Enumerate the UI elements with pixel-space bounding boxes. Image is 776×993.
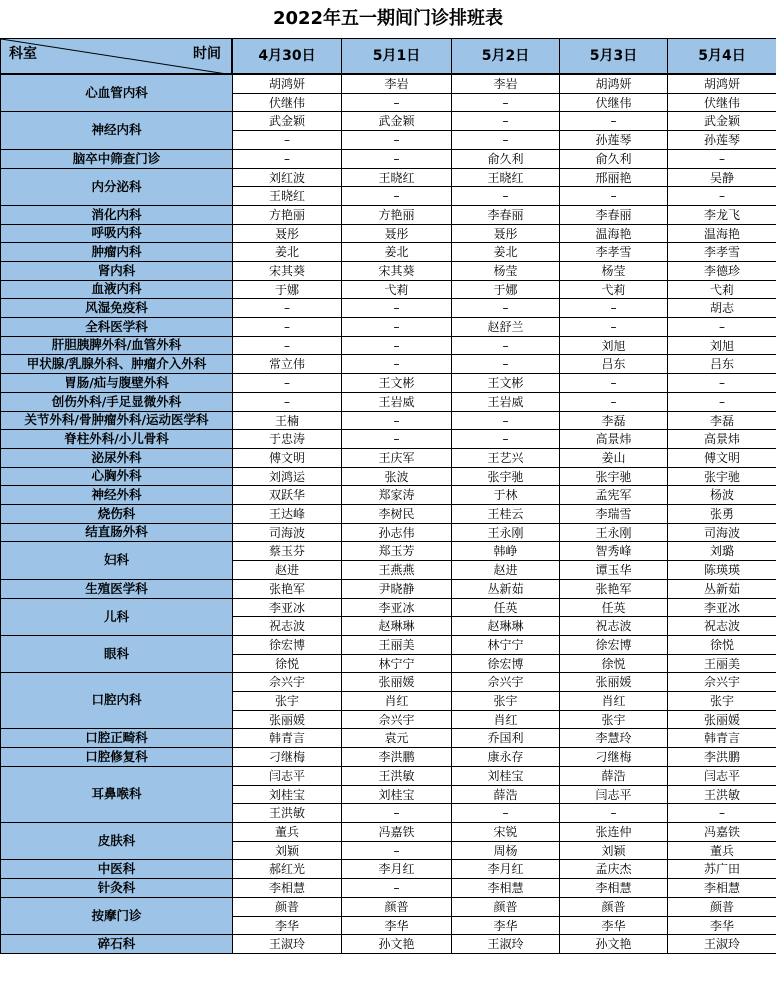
- schedule-cell: 聂彤: [451, 224, 560, 243]
- page-title: 2022年五一期间门诊排班表: [272, 8, 504, 29]
- schedule-cell: 李孝雪: [559, 242, 668, 262]
- schedule-cell: 徐悦: [559, 654, 668, 673]
- schedule-cell: 颜普: [559, 897, 668, 917]
- schedule-cell: 祝志波: [667, 616, 776, 636]
- schedule-cell: –: [341, 149, 452, 169]
- schedule-cell: 傅文明: [667, 448, 776, 468]
- schedule-cell: 颜普: [667, 897, 776, 917]
- schedule-cell: 丛新茹: [667, 579, 776, 599]
- schedule-cell: 张宇: [232, 691, 342, 711]
- schedule-cell: 袁元: [341, 728, 452, 748]
- schedule-cell: 王桂云: [451, 504, 560, 524]
- schedule-cell: 李春丽: [451, 205, 560, 225]
- schedule-cell: –: [341, 93, 452, 112]
- schedule-cell: 赵进: [232, 560, 342, 580]
- schedule-cell: 徐悦: [667, 635, 776, 655]
- schedule-cell: 康永存: [451, 747, 560, 767]
- schedule-cell: 刘颖: [232, 841, 342, 860]
- schedule-cell: 王淑玲: [232, 934, 342, 954]
- schedule-cell: 王晓红: [341, 168, 452, 187]
- schedule-cell: 王艺兴: [451, 448, 560, 468]
- schedule-cell: 孙文艳: [341, 934, 452, 954]
- schedule-cell: 李相慧: [667, 878, 776, 898]
- schedule-cell: 佘兴宇: [341, 710, 452, 729]
- schedule-cell: 林宁宁: [451, 635, 560, 655]
- schedule-cell: –: [451, 803, 560, 823]
- schedule-cell: 李相慧: [559, 878, 668, 898]
- schedule-cell: 刘红波: [232, 168, 342, 187]
- schedule-cell: 伏继伟: [232, 93, 342, 112]
- schedule-cell: 董兵: [667, 841, 776, 860]
- schedule-cell: 任英: [559, 598, 668, 617]
- schedule-cell: 颜普: [232, 897, 342, 917]
- schedule-cell: 闫志平: [559, 785, 668, 804]
- schedule-cell: 丛新茹: [451, 579, 560, 599]
- schedule-cell: –: [232, 336, 342, 355]
- department-name: 泌尿外科: [0, 448, 233, 468]
- department-name: 生殖医学科: [0, 579, 233, 599]
- schedule-cell: –: [232, 392, 342, 412]
- department-name: 口腔内科: [0, 672, 233, 729]
- schedule-cell: 李月红: [451, 859, 560, 879]
- schedule-cell: –: [451, 130, 560, 150]
- department-name: 口腔修复科: [0, 747, 233, 767]
- schedule-cell: 韩青言: [667, 728, 776, 748]
- schedule-cell: –: [559, 803, 668, 823]
- department-name: 甲状腺/乳腺外科、肿瘤介入外科: [0, 354, 233, 374]
- schedule-cell: 颜普: [451, 897, 560, 917]
- schedule-cell: –: [667, 803, 776, 823]
- schedule-cell: 于娜: [232, 280, 342, 299]
- schedule-cell: –: [341, 803, 452, 823]
- schedule-cell: –: [341, 411, 452, 430]
- department-name: 血液内科: [0, 280, 233, 299]
- schedule-cell: 李瑞雪: [559, 504, 668, 524]
- schedule-cell: 胡志: [667, 298, 776, 318]
- schedule-cell: –: [341, 317, 452, 337]
- schedule-cell: –: [451, 186, 560, 206]
- schedule-cell: 冯嘉铁: [667, 822, 776, 842]
- department-name: 全科医学科: [0, 317, 233, 337]
- department-name: 肾内科: [0, 261, 233, 281]
- schedule-cell: 佘兴宇: [667, 672, 776, 692]
- department-name: 脊柱外科/小儿骨科: [0, 429, 233, 449]
- schedule-cell: 胡鸿妍: [232, 74, 342, 94]
- schedule-cell: 尹晓静: [341, 579, 452, 599]
- schedule-cell: 弋莉: [667, 280, 776, 299]
- date-header: 4月30日: [232, 38, 342, 74]
- schedule-cell: 佘兴宇: [451, 672, 560, 692]
- schedule-cell: 刘鸿运: [232, 467, 342, 486]
- date-header: 5月1日: [341, 38, 452, 74]
- schedule-cell: 司海波: [232, 523, 342, 542]
- schedule-cell: 智秀峰: [559, 541, 668, 561]
- schedule-cell: 肖红: [451, 710, 560, 729]
- schedule-cell: 李春丽: [559, 205, 668, 225]
- schedule-cell: 郝红光: [232, 859, 342, 879]
- schedule-cell: 张宇驰: [451, 467, 560, 486]
- schedule-cell: 高景炜: [559, 429, 668, 449]
- schedule-cell: –: [232, 298, 342, 318]
- schedule-cell: 刘璐: [667, 541, 776, 561]
- department-name: 心胸外科: [0, 467, 233, 486]
- schedule-cell: 伏继伟: [667, 93, 776, 112]
- schedule-cell: 张艳军: [232, 579, 342, 599]
- schedule-cell: 孙莲琴: [559, 130, 668, 150]
- schedule-cell: 张勇: [667, 504, 776, 524]
- schedule-cell: 刘桂宝: [341, 785, 452, 804]
- schedule-cell: 杨波: [667, 485, 776, 505]
- schedule-cell: 孙志伟: [341, 523, 452, 542]
- department-name: 心血管内科: [0, 74, 233, 112]
- schedule-cell: 方艳丽: [341, 205, 452, 225]
- schedule-cell: 胡鸿妍: [559, 74, 668, 94]
- schedule-cell: 李月红: [341, 859, 452, 879]
- schedule-cell: 孙莲琴: [667, 130, 776, 150]
- schedule-cell: 张丽媛: [232, 710, 342, 729]
- department-name: 碎石科: [0, 934, 233, 954]
- schedule-cell: 肖红: [341, 691, 452, 711]
- schedule-cell: 韩青言: [232, 728, 342, 748]
- schedule-cell: 王淑玲: [667, 934, 776, 954]
- schedule-cell: 胡鸿妍: [667, 74, 776, 94]
- schedule-cell: 李岩: [341, 74, 452, 94]
- department-name: 烧伤科: [0, 504, 233, 524]
- schedule-cell: 双跃华: [232, 485, 342, 505]
- schedule-cell: 张丽媛: [341, 672, 452, 692]
- schedule-cell: 周杨: [451, 841, 560, 860]
- schedule-cell: 王文彬: [451, 373, 560, 393]
- schedule-cell: 武金颖: [341, 111, 452, 131]
- schedule-cell: 于忠涛: [232, 429, 342, 449]
- schedule-cell: 聂彤: [232, 224, 342, 243]
- department-name: 关节外科/骨肿瘤外科/运动医学科: [0, 411, 233, 430]
- department-name: 口腔正畸科: [0, 728, 233, 748]
- schedule-cell: 李洪鹏: [667, 747, 776, 767]
- schedule-cell: 武金颖: [667, 111, 776, 131]
- schedule-cell: –: [341, 878, 452, 898]
- schedule-cell: 李亚冰: [232, 598, 342, 617]
- schedule-cell: 李相慧: [451, 878, 560, 898]
- schedule-cell: 孟宪军: [559, 485, 668, 505]
- schedule-cell: –: [341, 429, 452, 449]
- schedule-cell: –: [667, 149, 776, 169]
- schedule-cell: –: [232, 373, 342, 393]
- schedule-cell: 王洪敏: [232, 803, 342, 823]
- schedule-cell: 韩峥: [451, 541, 560, 561]
- schedule-cell: 李华: [341, 916, 452, 935]
- department-name: 肝胆胰脾外科/血管外科: [0, 336, 233, 355]
- schedule-cell: 祝志波: [559, 616, 668, 636]
- schedule-cell: 张丽媛: [667, 710, 776, 729]
- department-name: 中医科: [0, 859, 233, 879]
- time-axis-label: 时间: [193, 46, 221, 62]
- schedule-cell: 赵进: [451, 560, 560, 580]
- schedule-cell: –: [451, 411, 560, 430]
- date-header: 5月4日: [667, 38, 776, 74]
- schedule-cell: 王永刚: [451, 523, 560, 542]
- schedule-cell: 俞久利: [559, 149, 668, 169]
- schedule-cell: 傅文明: [232, 448, 342, 468]
- schedule-cell: 李华: [451, 916, 560, 935]
- schedule-cell: 王洪敏: [667, 785, 776, 804]
- schedule-cell: 颜普: [341, 897, 452, 917]
- schedule-cell: 冯嘉铁: [341, 822, 452, 842]
- schedule-cell: 薛浩: [559, 766, 668, 786]
- dept-axis-label: 科室: [9, 46, 37, 62]
- schedule-cell: 孟庆杰: [559, 859, 668, 879]
- schedule-cell: 李龙飞: [667, 205, 776, 225]
- schedule-cell: 王岩威: [451, 392, 560, 412]
- schedule-cell: 王丽美: [341, 635, 452, 655]
- schedule-cell: –: [341, 336, 452, 355]
- schedule-cell: 刘桂宝: [451, 766, 560, 786]
- schedule-cell: 李华: [667, 916, 776, 935]
- schedule-cell: 谭玉华: [559, 560, 668, 580]
- schedule-cell: 张宇驰: [667, 467, 776, 486]
- schedule-cell: –: [667, 373, 776, 393]
- schedule-cell: 闫志平: [667, 766, 776, 786]
- schedule-cell: 佘兴宇: [232, 672, 342, 692]
- schedule-cell: –: [559, 298, 668, 318]
- schedule-cell: –: [232, 130, 342, 150]
- schedule-cell: 王洪敏: [341, 766, 452, 786]
- schedule-cell: 吕东: [559, 354, 668, 374]
- schedule-cell: 李华: [232, 916, 342, 935]
- department-name: 神经外科: [0, 485, 233, 505]
- schedule-cell: 方艳丽: [232, 205, 342, 225]
- schedule-cell: 刘颖: [559, 841, 668, 860]
- schedule-cell: –: [451, 298, 560, 318]
- department-name: 消化内科: [0, 205, 233, 225]
- schedule-cell: 姜北: [341, 242, 452, 262]
- schedule-cell: –: [232, 317, 342, 337]
- schedule-cell: 刘桂宝: [232, 785, 342, 804]
- schedule-cell: 姜山: [559, 448, 668, 468]
- schedule-cell: 姜北: [451, 242, 560, 262]
- schedule-cell: 吕东: [667, 354, 776, 374]
- schedule-cell: 王晓红: [232, 186, 342, 206]
- schedule-cell: 张宇: [451, 691, 560, 711]
- schedule-cell: –: [667, 186, 776, 206]
- department-name: 眼科: [0, 635, 233, 673]
- schedule-cell: 聂彤: [341, 224, 452, 243]
- schedule-cell: –: [451, 111, 560, 131]
- schedule-cell: 王燕燕: [341, 560, 452, 580]
- department-name: 内分泌科: [0, 168, 233, 206]
- department-name: 妇科: [0, 541, 233, 580]
- schedule-cell: 宋其葵: [232, 261, 342, 281]
- date-header: 5月2日: [451, 38, 560, 74]
- schedule-cell: –: [451, 336, 560, 355]
- schedule-cell: 王岩威: [341, 392, 452, 412]
- department-name: 创伤外科/手足显微外科: [0, 392, 233, 412]
- schedule-cell: 薛浩: [451, 785, 560, 804]
- department-name: 神经内科: [0, 111, 233, 150]
- schedule-cell: 张宇: [559, 710, 668, 729]
- schedule-cell: –: [341, 298, 452, 318]
- schedule-cell: 武金颖: [232, 111, 342, 131]
- schedule-cell: –: [559, 111, 668, 131]
- schedule-cell: 刘旭: [559, 336, 668, 355]
- schedule-cell: 伏继伟: [559, 93, 668, 112]
- schedule-cell: 王丽美: [667, 654, 776, 673]
- schedule-cell: 李洪鹏: [341, 747, 452, 767]
- schedule-cell: 王文彬: [341, 373, 452, 393]
- schedule-cell: 张波: [341, 467, 452, 486]
- schedule-cell: 郑玉芳: [341, 541, 452, 561]
- department-name: 耳鼻喉科: [0, 766, 233, 823]
- schedule-cell: 刁继梅: [559, 747, 668, 767]
- schedule-cell: 于娜: [451, 280, 560, 299]
- department-name: 按摩门诊: [0, 897, 233, 935]
- schedule-cell: 陈瑛瑛: [667, 560, 776, 580]
- schedule-cell: 任英: [451, 598, 560, 617]
- schedule-cell: 杨莹: [559, 261, 668, 281]
- department-name: 皮肤科: [0, 822, 233, 860]
- schedule-cell: 张宇: [667, 691, 776, 711]
- schedule-cell: –: [341, 354, 452, 374]
- schedule-cell: 李树民: [341, 504, 452, 524]
- department-name: 结直肠外科: [0, 523, 233, 542]
- schedule-cell: 林宁宁: [341, 654, 452, 673]
- schedule-cell: –: [451, 93, 560, 112]
- schedule-cell: 王晓红: [451, 168, 560, 187]
- department-name: 儿科: [0, 598, 233, 636]
- schedule-cell: 宋其葵: [341, 261, 452, 281]
- schedule-cell: 郑家涛: [341, 485, 452, 505]
- schedule-cell: 徐宏博: [559, 635, 668, 655]
- schedule-cell: 司海波: [667, 523, 776, 542]
- schedule-cell: 赵琳琳: [341, 616, 452, 636]
- schedule-cell: 董兵: [232, 822, 342, 842]
- schedule-cell: –: [559, 373, 668, 393]
- schedule-cell: 李岩: [451, 74, 560, 94]
- schedule-cell: –: [451, 354, 560, 374]
- schedule-cell: –: [451, 429, 560, 449]
- schedule-cell: 蔡玉芬: [232, 541, 342, 561]
- schedule-cell: 赵舒兰: [451, 317, 560, 337]
- department-name: 风湿免疫科: [0, 298, 233, 318]
- schedule-cell: 吴静: [667, 168, 776, 187]
- schedule-cell: 苏广田: [667, 859, 776, 879]
- schedule-cell: –: [667, 317, 776, 337]
- schedule-cell: 张艳军: [559, 579, 668, 599]
- schedule-cell: 王楠: [232, 411, 342, 430]
- schedule-cell: –: [341, 841, 452, 860]
- schedule-cell: 李相慧: [232, 878, 342, 898]
- schedule-cell: 王淑玲: [451, 934, 560, 954]
- schedule-cell: 孙文艳: [559, 934, 668, 954]
- schedule-cell: 赵琳琳: [451, 616, 560, 636]
- schedule-cell: 李磊: [559, 411, 668, 430]
- schedule-cell: 张宇驰: [559, 467, 668, 486]
- department-name: 肿瘤内科: [0, 242, 233, 262]
- schedule-cell: 李亚冰: [667, 598, 776, 617]
- schedule-cell: 闫志平: [232, 766, 342, 786]
- schedule-cell: 杨莹: [451, 261, 560, 281]
- department-name: 脑卒中筛查门诊: [0, 149, 233, 169]
- corner-header: [0, 38, 232, 74]
- schedule-cell: 邢丽艳: [559, 168, 668, 187]
- schedule-cell: 俞久利: [451, 149, 560, 169]
- schedule-cell: 李慧玲: [559, 728, 668, 748]
- schedule-cell: –: [559, 317, 668, 337]
- schedule-cell: 常立伟: [232, 354, 342, 374]
- schedule-cell: 高景炜: [667, 429, 776, 449]
- schedule-cell: 姜北: [232, 242, 342, 262]
- schedule-cell: 徐悦: [232, 654, 342, 673]
- schedule-cell: 王达峰: [232, 504, 342, 524]
- schedule-cell: –: [667, 392, 776, 412]
- schedule-cell: –: [559, 392, 668, 412]
- schedule-cell: 李华: [559, 916, 668, 935]
- department-name: 针灸科: [0, 878, 233, 898]
- department-name: 胃肠/疝与腹壁外科: [0, 373, 233, 393]
- schedule-cell: 刘旭: [667, 336, 776, 355]
- schedule-cell: 乔国利: [451, 728, 560, 748]
- schedule-cell: 李德珍: [667, 261, 776, 281]
- department-name: 呼吸内科: [0, 224, 233, 243]
- schedule-cell: 李孝雪: [667, 242, 776, 262]
- schedule-cell: 徐宏博: [232, 635, 342, 655]
- schedule-cell: 肖红: [559, 691, 668, 711]
- schedule-cell: –: [232, 149, 342, 169]
- schedule-cell: 温海艳: [667, 224, 776, 243]
- schedule-cell: –: [341, 130, 452, 150]
- schedule-cell: 弋莉: [559, 280, 668, 299]
- schedule-cell: 王庆军: [341, 448, 452, 468]
- schedule-cell: 宋锐: [451, 822, 560, 842]
- schedule-cell: 祝志波: [232, 616, 342, 636]
- schedule-cell: 张连仲: [559, 822, 668, 842]
- schedule-cell: 李磊: [667, 411, 776, 430]
- schedule-cell: 李亚冰: [341, 598, 452, 617]
- date-header: 5月3日: [559, 38, 668, 74]
- schedule-cell: –: [341, 186, 452, 206]
- schedule-cell: 徐宏博: [451, 654, 560, 673]
- schedule-cell: 于林: [451, 485, 560, 505]
- schedule-cell: 王永刚: [559, 523, 668, 542]
- schedule-cell: 温海艳: [559, 224, 668, 243]
- schedule-cell: –: [559, 186, 668, 206]
- schedule-cell: 张丽媛: [559, 672, 668, 692]
- schedule-cell: 弋莉: [341, 280, 452, 299]
- schedule-cell: 刁继梅: [232, 747, 342, 767]
